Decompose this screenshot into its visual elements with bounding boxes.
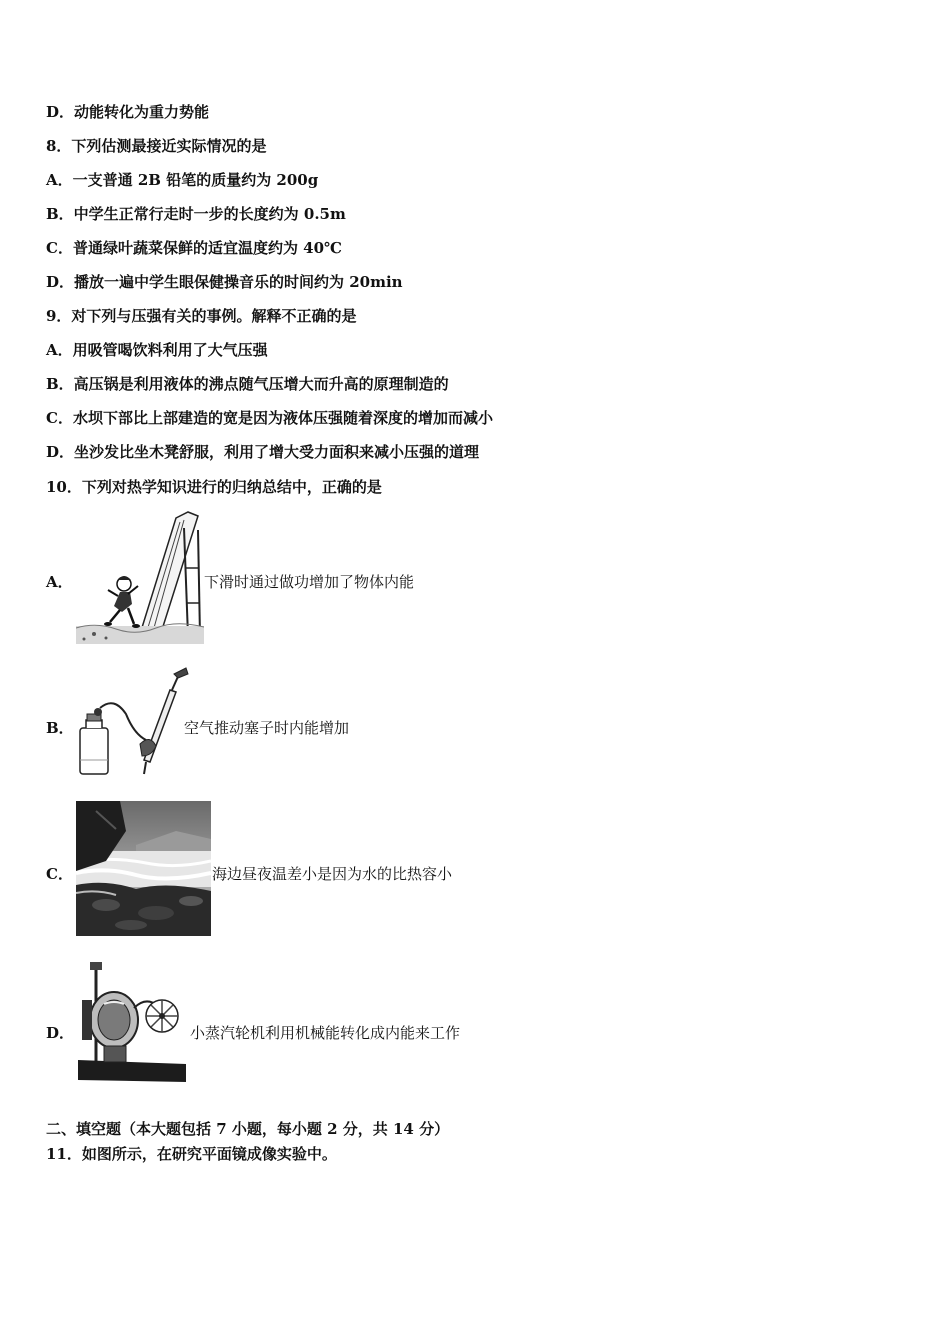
q10-option-d-letter: D． (46, 1024, 75, 1042)
q10-option-b-text: 空气推动塞子时内能增加 (184, 719, 350, 737)
q8-option-b: B．中学生正常行走时一步的长度约为 0.5m (46, 205, 346, 223)
q10-option-c-letter: C． (46, 865, 73, 883)
section2-heading: 二、填空题（本大题包括 7 小题，每小题 2 分，共 14 分） (46, 1120, 450, 1138)
q8-option-d: D．播放一遍中学生眼保健操音乐的时间约为 20min (46, 273, 403, 291)
q10-option-a-letter: A． (46, 573, 73, 591)
q8-stem: 8．下列估测最接近实际情况的是 (46, 137, 267, 155)
q9-stem: 9．对下列与压强有关的事例。解释不正确的是 (46, 307, 357, 325)
slide-figure (76, 508, 204, 644)
q9-option-d: D．坐沙发比坐木凳舒服，利用了增大受力面积来减小压强的道理 (46, 443, 480, 461)
q7-option-d: D．动能转化为重力势能 (46, 103, 210, 121)
q9-option-c: C．水坝下部比上部建造的宽是因为液体压强随着深度的增加而减小 (46, 409, 493, 427)
q10-option-a-text: 下滑时通过做功增加了物体内能 (204, 573, 415, 591)
steam-turbine-figure (74, 960, 190, 1088)
q8-option-c: C．普通绿叶蔬菜保鲜的适宜温度约为 40℃ (46, 239, 343, 257)
q10-stem: 10．下列对热学知识进行的归纳总结中，正确的是 (46, 478, 382, 496)
q9-option-a: A．用吸管喝饮料利用了大气压强 (46, 341, 268, 359)
q11-stem: 11．如图所示，在研究平面镜成像实验中。 (46, 1145, 337, 1163)
q10-option-d-text: 小蒸汽轮机利用机械能转化成内能来工作 (190, 1024, 461, 1042)
pump-bottle-figure (74, 664, 190, 778)
q10-option-c-text: 海边昼夜温差小是因为水的比热容小 (212, 865, 453, 883)
q10-option-b-letter: B． (46, 719, 74, 737)
seaside-photo (76, 801, 211, 936)
q8-option-a: A．一支普通 2B 铅笔的质量约为 200g (46, 171, 319, 189)
q9-option-b: B．高压锅是利用液体的沸点随气压增大而升高的原理制造的 (46, 375, 449, 393)
